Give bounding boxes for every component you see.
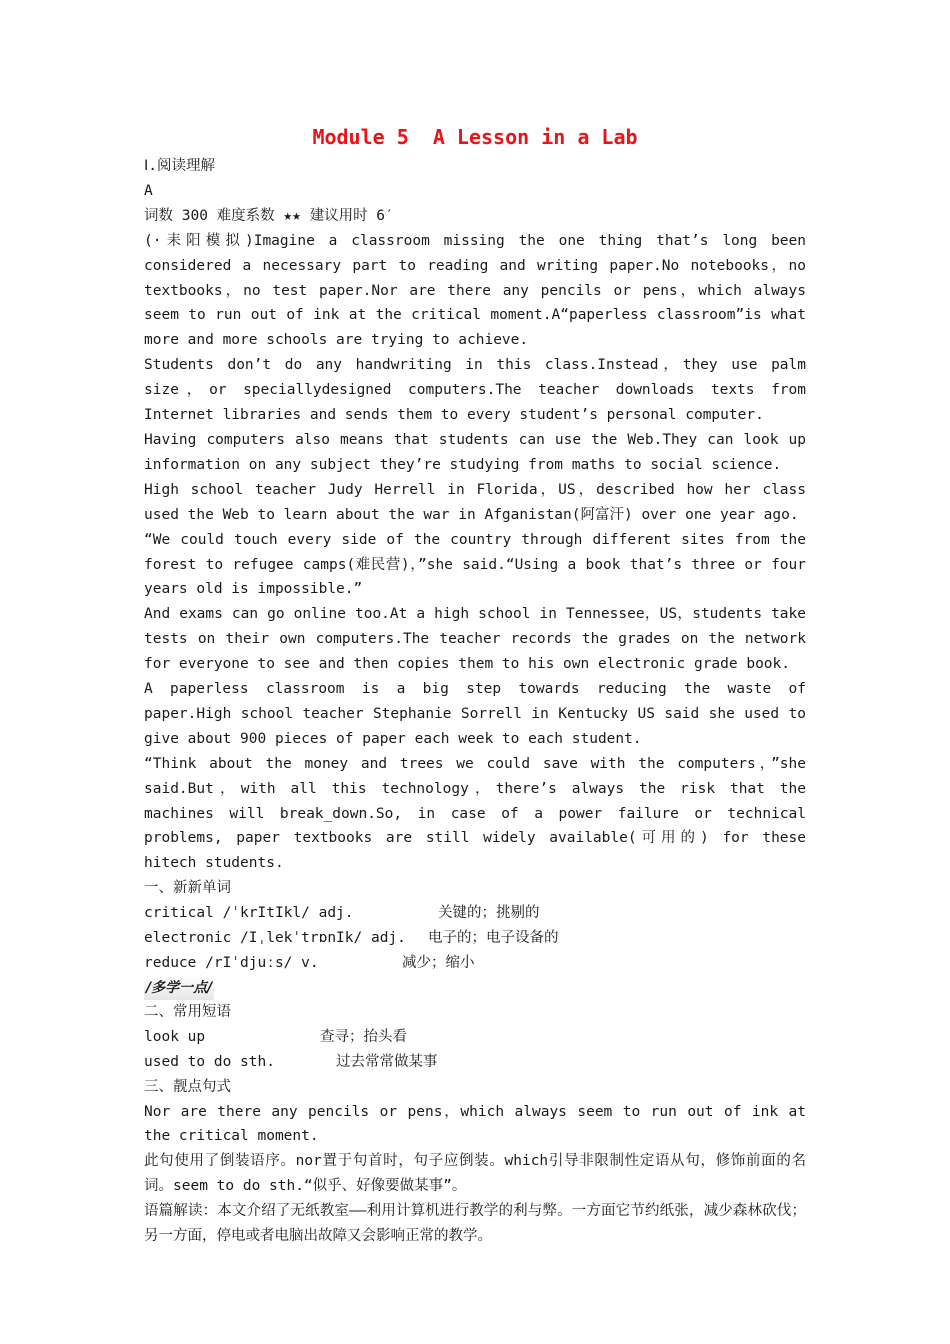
vocab-meaning: 电子的；电子设备的: [428, 930, 559, 947]
vocab-meaning: 关键的；挑剔的: [438, 905, 540, 922]
section-heading-words: 一、新新单词: [144, 880, 231, 897]
vocab-term: reduce /rIˈdjuːs/ v.: [144, 955, 319, 971]
paragraph-3: Having computers also means that students can use the Web.They can look up information on any subject they’re studying from maths to social science.: [144, 431, 815, 473]
sentence-note: 此句使用了倒装语序。nor置于句首时，句子应倒装。which引导非限制性定语从句，修饰前面的名词。seem to do sth.“似乎、好像要做某事”。: [144, 1153, 806, 1195]
key-sentence: Nor are there any pencils or pens，which always seem to run out of ink at the critical moment.: [144, 1103, 815, 1145]
paragraph-2: Students don’t do any handwriting in this class.Instead，they use palm size，or speciallydesigned computers.The teacher downloads texts from Internet libraries and sends them to every student’s personal computer.: [144, 357, 815, 424]
vocab-term: electronic /IˌlekˈtrɒnIk/ adj.: [144, 930, 406, 947]
paragraph-8: “Think about the money and trees we could save with the computers，”she said.But，with all this technology，there’s always the risk that the machines will break_down.So, in case of a power failure or technical problems, paper textbooks are still widely available(可用的) for these hitech students.: [144, 755, 815, 872]
vocab-meaning: 减少；缩小: [402, 955, 475, 971]
passage-meta: 词数 300 难度系数 ★★ 建议用时 6′: [144, 207, 394, 224]
paragraph-5: “We could touch every side of the country through different sites from the forest to refugee camps(难民营)，”she said.“Using a book that’s three or four years old is impossible.”: [144, 531, 815, 598]
section-heading-phrases: 二、常用短语: [144, 1003, 231, 1020]
passage-label: A: [144, 182, 153, 199]
vocab-row: [144, 951, 806, 976]
paragraph-4: High school teacher Judy Herrell in Florida，US，described how her class used the Web to learn about the war in Afganistan(阿富汗) over one year ago.: [144, 481, 815, 523]
page-title: Module 5 A Lesson in a Lab: [312, 125, 638, 149]
paragraph-6: And exams can go online too.At a high school in Tennessee，US，students take tests on their own computers.The teacher records the grades on the network for everyone to see and then copies them to his own electronic grade book.: [144, 606, 815, 673]
phrase-row: [144, 1050, 806, 1075]
phrase-meaning: 过去常常做某事: [336, 1053, 438, 1070]
phrase-meaning: 查寻；抬头看: [320, 1028, 407, 1045]
vocab-row: [144, 926, 806, 951]
section-heading-reading: Ⅰ.阅读理解: [144, 158, 216, 174]
paragraph-7: A paperless classroom is a big step towards reducing the waste of paper.High school teacher Stephanie Sorrell in Kentucky US said she used to give about 900 pieces of paper each week to each student.: [144, 681, 815, 747]
vocab-row: [144, 901, 806, 926]
extra-learning-banner: [144, 976, 806, 1000]
phrase-row: [144, 1025, 806, 1050]
phrase-term: used to do sth.: [144, 1053, 275, 1070]
section-heading-sentence: 三、靓点句式: [144, 1078, 231, 1095]
banner-label: /多学一点/: [144, 976, 214, 1000]
paragraph-1: (·耒阳模拟)Imagine a classroom missing the one thing that’s long been considered a necessary part to reading and writing paper.No notebooks，no textbooks，no test paper.Nor are there any pencils or pens，which always seem to run out of ink at the critical moment.A“paperless classroom”is what more and more schools are trying to achieve.: [144, 232, 815, 349]
passage-summary: 语篇解读：本文介绍了无纸教室——利用计算机进行教学的利与弊。一方面它节约纸张，减少森林砍伐；另一方面，停电或者电脑出故障又会影响正常的教学。: [144, 1203, 806, 1245]
vocab-term: critical /ˈkrItIkl/ adj.: [144, 905, 354, 922]
phrase-term: look up: [144, 1028, 206, 1045]
document-page: [144, 120, 815, 1249]
